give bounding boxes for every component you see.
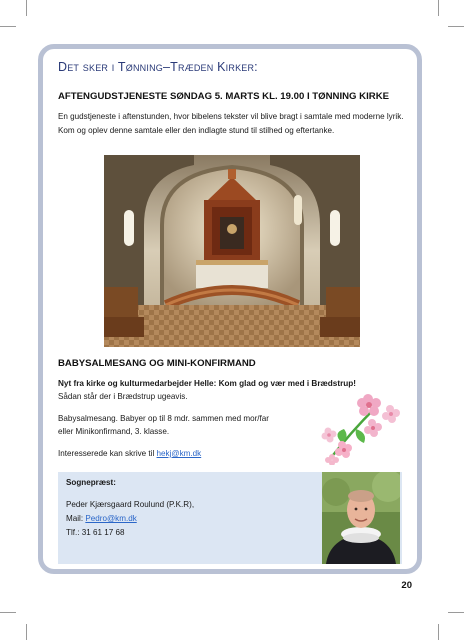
page-number: 20 bbox=[401, 580, 412, 591]
babysalmesang-intro-bold: Nyt fra kirke og kulturmedarbejder Helle: Kom glad og vær med i Brædstrup! bbox=[58, 379, 356, 388]
church-interior-image bbox=[104, 155, 360, 347]
service-description: En gudstjeneste i aftenstunden, hvor bibelens tekster vil blive bragt i samtale med moderne lyrik. Kom og oplev denne samtale eller den indlagte stund til stilhed og eftertanke. bbox=[58, 112, 404, 135]
crop-mark bbox=[448, 26, 464, 27]
flower-decoration-icon bbox=[320, 393, 402, 465]
crop-mark bbox=[0, 26, 16, 27]
babysalmesang-intro-text: Sådan står der i Brædstrup ugeavis. bbox=[58, 392, 188, 401]
crop-mark bbox=[438, 624, 439, 640]
sognepraest-phone: Tlf.: 31 61 17 68 bbox=[66, 528, 125, 537]
sognepraest-mail-link[interactable]: Pedro@km.dk bbox=[85, 514, 137, 523]
contact-email-link[interactable]: hekj@km.dk bbox=[156, 449, 202, 458]
mail-label: Mail: bbox=[66, 514, 84, 523]
crop-mark bbox=[26, 624, 27, 640]
sognepraest-name: Peder Kjærsgaard Roulund (P.K.R), bbox=[66, 500, 195, 509]
babysalmesang-detail-1: Babysalmesang. Babyer op til 8 mdr. sammen med mor/far bbox=[58, 414, 269, 423]
crop-mark bbox=[438, 0, 439, 16]
sognepraest-mail bbox=[66, 514, 137, 523]
priest-portrait-image bbox=[322, 472, 400, 564]
service-title: AFTENGUDSTJENESTE SØNDAG 5. MARTS KL. 19.00 I TØNNING KIRKE bbox=[58, 91, 390, 102]
babysalmesang-detail-2: eller Minikonfirmand, 3. klasse. bbox=[58, 427, 170, 436]
page-heading: Det sker i Tønning–Træden Kirker: bbox=[58, 60, 258, 74]
crop-mark bbox=[448, 612, 464, 613]
contact-prefix: Interesserede kan skrive til bbox=[58, 449, 155, 458]
crop-mark bbox=[0, 612, 16, 613]
babysalmesang-title: BABYSALMESANG OG MINI-KONFIRMAND bbox=[58, 358, 256, 369]
sognepraest-label: Sognepræst: bbox=[66, 478, 116, 487]
crop-mark bbox=[26, 0, 27, 16]
